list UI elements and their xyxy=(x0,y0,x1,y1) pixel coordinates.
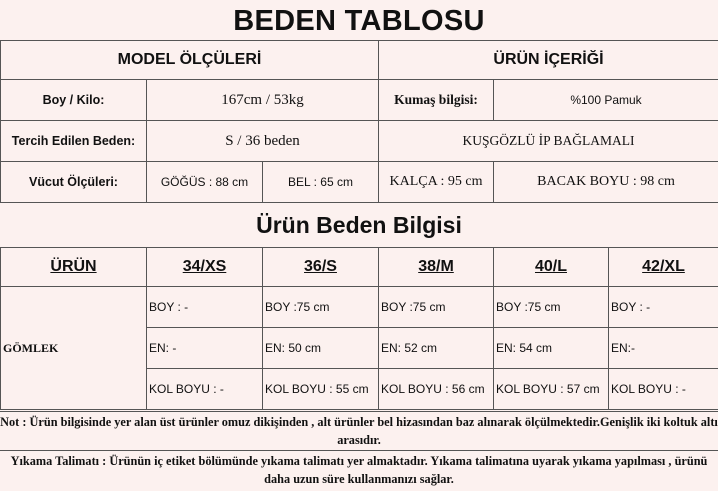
height-weight-value: 167cm / 53kg xyxy=(147,80,379,121)
table-cell: EN: 54 cm xyxy=(494,328,609,369)
table-cell: KOL BOYU : - xyxy=(147,369,263,410)
hip-value: KALÇA : 95 cm xyxy=(379,162,494,203)
model-measurements-header: MODEL ÖLÇÜLERİ xyxy=(1,41,379,80)
fabric-value: %100 Pamuk xyxy=(494,80,718,121)
table-cell: KOL BOYU : 57 cm xyxy=(494,369,609,410)
product-name: GÖMLEK xyxy=(1,287,147,410)
size-table xyxy=(0,247,718,410)
table-cell: EN: - xyxy=(147,328,263,369)
product-column-header: ÜRÜN xyxy=(1,248,147,287)
size-header: 34/XS xyxy=(147,248,263,287)
table-cell: BOY :75 cm xyxy=(494,287,609,328)
product-content-header: ÜRÜN İÇERİĞİ xyxy=(379,41,718,80)
fabric-label: Kumaş bilgisi: xyxy=(379,80,494,121)
table-cell: BOY :75 cm xyxy=(379,287,494,328)
table-cell: KOL BOYU : 56 cm xyxy=(379,369,494,410)
size-info-title: Ürün Beden Bilgisi xyxy=(256,212,462,238)
height-weight-label: Boy / Kilo: xyxy=(1,80,147,121)
table-cell: BOY :75 cm xyxy=(263,287,379,328)
table-cell: EN: 50 cm xyxy=(263,328,379,369)
preferred-size-label: Tercih Edilen Beden: xyxy=(1,121,147,162)
table-cell: BOY : - xyxy=(147,287,263,328)
size-header: 42/XL xyxy=(609,248,718,287)
chest-value: GÖĞÜS : 88 cm xyxy=(147,162,263,203)
page-title: BEDEN TABLOSU xyxy=(233,5,485,37)
notes-section xyxy=(0,411,718,491)
size-header: 40/L xyxy=(494,248,609,287)
preferred-size-value: S / 36 beden xyxy=(147,121,379,162)
table-cell: KOL BOYU : - xyxy=(609,369,718,410)
model-info-table xyxy=(0,40,718,203)
table-cell: EN: 52 cm xyxy=(379,328,494,369)
body-measurements-label: Vücut Ölçüleri: xyxy=(1,162,147,203)
waist-value: BEL : 65 cm xyxy=(263,162,379,203)
table-cell: EN:- xyxy=(609,328,718,369)
measurement-note: Not : Ürün bilgisinde yer alan üst ürünler omuz dikişinden , alt ürünler bel hizasından baz alınarak ölçülmektedir.Genişlik iki koltuk altı arasıdır. xyxy=(0,411,718,450)
size-header: 38/M xyxy=(379,248,494,287)
product-feature: KUŞGÖZLÜ İP BAĞLAMALI xyxy=(379,121,718,162)
size-header: 36/S xyxy=(263,248,379,287)
washing-instruction: Yıkama Talimatı : Ürünün iç etiket bölümünde yıkama talimatı yer almaktadır. Yıkama talimatına uyarak yıkama yapılması , ürünü daha uzun süre kullanmanızı sağlar. xyxy=(0,450,718,489)
table-cell: BOY : - xyxy=(609,287,718,328)
table-cell: KOL BOYU : 55 cm xyxy=(263,369,379,410)
leg-length-value: BACAK BOYU : 98 cm xyxy=(494,162,718,203)
